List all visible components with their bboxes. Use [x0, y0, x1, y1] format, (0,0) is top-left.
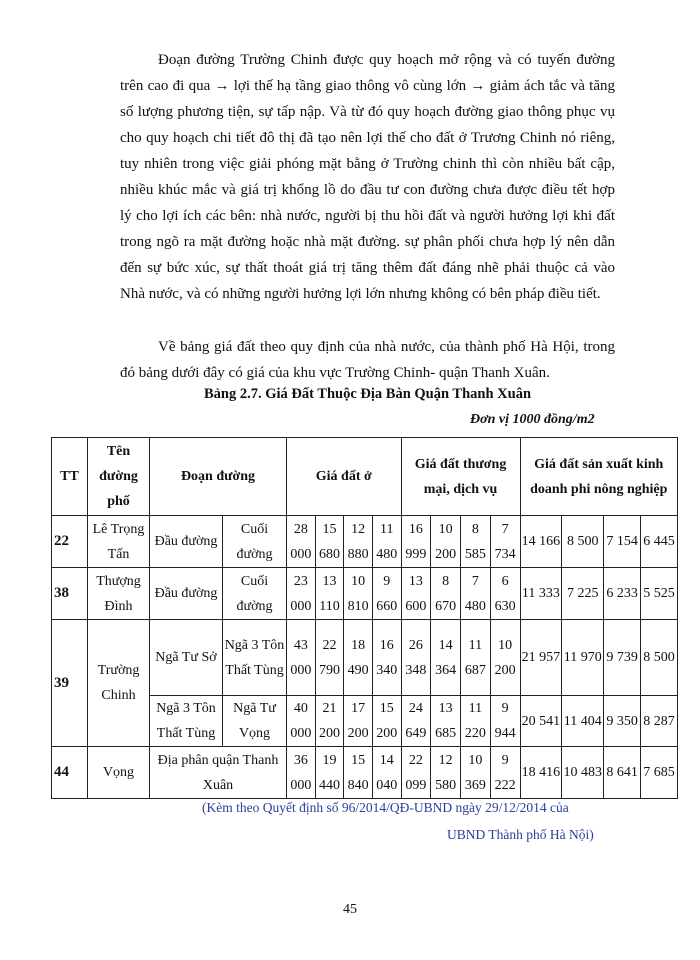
cell-street: Thượng Đình — [88, 568, 150, 620]
cell-price-commercial: 10 200 — [431, 516, 461, 568]
cell-street: Vọng — [88, 747, 150, 799]
cell-street: Trường Chinh — [88, 620, 150, 747]
cell-price-residential: 21 200 — [315, 696, 344, 747]
paragraph-line: lý cho lợi ích các bên: nhà nước, người bị thu hồi đất và người hưởng lợi khi đất — [120, 208, 615, 224]
cell-price-residential: 15 200 — [372, 696, 401, 747]
cell-price-residential: 15 840 — [344, 747, 373, 799]
cell-price-production: 11 333 — [520, 568, 562, 620]
cell-price-residential: 43 000 — [287, 620, 316, 696]
cell-segment: Địa phân quận Thanh Xuân — [150, 747, 287, 799]
cell-price-residential: 19 440 — [315, 747, 344, 799]
cell-price-residential: 23 000 — [287, 568, 316, 620]
cell-price-commercial: 9 944 — [490, 696, 520, 747]
cell-price-residential: 14 040 — [372, 747, 401, 799]
cell-tt: 38 — [52, 568, 88, 620]
cell-price-production: 6 445 — [641, 516, 678, 568]
table-row — [52, 568, 678, 620]
cell-price-commercial: 10 200 — [490, 620, 520, 696]
page-number: 45 — [343, 902, 357, 917]
cell-price-production: 11 404 — [562, 696, 604, 747]
cell-segment-from: Ngã Tư Sở — [150, 620, 223, 696]
table-row — [52, 516, 678, 568]
table-caption: Bảng 2.7. Giá Đất Thuộc Địa Bàn Quận Thanh Xuân — [203, 386, 532, 402]
cell-tt: 22 — [52, 516, 88, 568]
cell-segment-to: Cuối đường — [223, 568, 287, 620]
paragraph-line: số lượng phương tiện, sự tấp nập. Và từ đó quy hoạch đường giao thông phục vụ — [120, 104, 615, 120]
cell-price-production: 8 500 — [562, 516, 604, 568]
cell-price-residential: 16 340 — [372, 620, 401, 696]
header-residential: Giá đất ở — [287, 438, 402, 516]
paragraph-line: đến sự bức xúc, sự thất thoát giá trị tăng thêm đất đáng nhẽ phải thuộc cả vào — [120, 260, 615, 276]
cell-price-production: 6 233 — [604, 568, 641, 620]
cell-price-residential: 28 000 — [287, 516, 316, 568]
cell-price-residential: 40 000 — [287, 696, 316, 747]
cell-price-production: 9 739 — [604, 620, 641, 696]
cell-price-commercial: 6 630 — [490, 568, 520, 620]
cell-price-commercial: 13 685 — [431, 696, 461, 747]
cell-price-residential: 13 110 — [315, 568, 344, 620]
header-street: Tên đường phố — [88, 438, 150, 516]
body-paragraph-2 — [120, 334, 615, 386]
paragraph-line: tuy nhiên trong việc giải phóng mặt bằng ở Trường chinh thì còn nhiều bất cập, — [120, 156, 615, 172]
paragraph-line: Nhà nước, và có những người hưởng lợi lớn nhưng không có bên pháp điều tiết. — [120, 286, 601, 302]
cell-price-commercial: 10 369 — [461, 747, 491, 799]
cell-segment-to: Cuối đường — [223, 516, 287, 568]
cell-price-production: 10 483 — [562, 747, 604, 799]
cell-price-production: 9 350 — [604, 696, 641, 747]
cell-price-commercial: 8 670 — [431, 568, 461, 620]
cell-price-residential: 36 000 — [287, 747, 316, 799]
cell-price-residential: 22 790 — [315, 620, 344, 696]
cell-price-commercial: 12 580 — [431, 747, 461, 799]
table-row — [52, 620, 678, 696]
cell-price-residential: 11 480 — [372, 516, 401, 568]
land-price-table — [51, 437, 678, 799]
cell-price-commercial: 22 099 — [401, 747, 431, 799]
cell-price-production: 18 416 — [520, 747, 562, 799]
paragraph-line: Về bảng giá đất theo quy định của nhà nước, của thành phố Hà Hội, trong — [158, 339, 615, 355]
cell-segment-to: Ngã 3 Tôn Thất Tùng — [223, 620, 287, 696]
cell-segment-from: Ngã 3 Tôn Thất Tùng — [150, 696, 223, 747]
header-segment: Đoạn đường — [150, 438, 287, 516]
cell-tt: 39 — [52, 620, 88, 747]
table-row — [52, 747, 678, 799]
cell-price-residential: 15 680 — [315, 516, 344, 568]
cell-price-production: 21 957 — [520, 620, 562, 696]
cell-price-production: 20 541 — [520, 696, 562, 747]
cell-price-production: 7 225 — [562, 568, 604, 620]
cell-segment-from: Đầu đường — [150, 568, 223, 620]
paragraph-line: trên cao đi qua → lợi thế hạ tầng giao thông vô cùng lớn → giảm ách tắc và tăng — [120, 78, 615, 94]
cell-price-production: 14 166 — [520, 516, 562, 568]
cell-price-production: 5 525 — [641, 568, 678, 620]
cell-price-production: 8 287 — [641, 696, 678, 747]
cell-price-residential: 12 880 — [344, 516, 373, 568]
paragraph-line: đó bảng dưới đây có giá của khu vực Trường Chinh- quận Thanh Xuân. — [120, 365, 550, 381]
cell-street: Lê Trọng Tấn — [88, 516, 150, 568]
source-note-line1: (Kèm theo Quyết định số 96/2014/QĐ-UBND ngày 29/12/2014 của — [202, 800, 569, 815]
header-production: Giá đất sản xuất kinh doanh phi nông nghiệp — [520, 438, 678, 516]
cell-price-production: 8 641 — [604, 747, 641, 799]
cell-price-production: 7 685 — [641, 747, 678, 799]
cell-price-commercial: 14 364 — [431, 620, 461, 696]
paragraph-line: cho quy hoạch chi tiết đô thị đã tạo nên lợi thế cho đất ở Trương Chinh nó riêng, — [120, 130, 615, 146]
cell-price-commercial: 16 999 — [401, 516, 431, 568]
cell-price-production: 7 154 — [604, 516, 641, 568]
paragraph-line: nhiều khúc mắc và giá trị khổng lồ do đầu tư con đường chưa được điều tết hợp — [120, 182, 615, 198]
table-unit: Đơn vị 1000 đồng/m2 — [470, 412, 595, 427]
cell-price-residential: 17 200 — [344, 696, 373, 747]
cell-price-commercial: 9 222 — [490, 747, 520, 799]
body-paragraph-1 — [120, 47, 615, 307]
cell-price-production: 11 970 — [562, 620, 604, 696]
cell-price-commercial: 7 480 — [461, 568, 491, 620]
cell-price-residential: 10 810 — [344, 568, 373, 620]
source-note-line2: UBND Thành phố Hà Nội) — [447, 827, 594, 842]
cell-price-commercial: 24 649 — [401, 696, 431, 747]
cell-tt: 44 — [52, 747, 88, 799]
cell-price-residential: 9 660 — [372, 568, 401, 620]
paragraph-line: trong ngõ ra mặt đường hoặc nhà mặt đường. sự phân phối chưa hợp lý nên dẫn — [120, 234, 615, 250]
cell-price-production: 8 500 — [641, 620, 678, 696]
cell-price-commercial: 13 600 — [401, 568, 431, 620]
cell-price-commercial: 11 220 — [461, 696, 491, 747]
header-commercial: Giá đất thương mại, dịch vụ — [401, 438, 520, 516]
cell-segment-to: Ngã Tư Vọng — [223, 696, 287, 747]
cell-price-commercial: 26 348 — [401, 620, 431, 696]
cell-price-commercial: 7 734 — [490, 516, 520, 568]
cell-segment-from: Đầu đường — [150, 516, 223, 568]
paragraph-line: Đoạn đường Trường Chinh được quy hoạch mở rộng và có tuyến đường — [158, 52, 615, 68]
header-tt: TT — [52, 438, 88, 516]
cell-price-residential: 18 490 — [344, 620, 373, 696]
cell-price-commercial: 11 687 — [461, 620, 491, 696]
cell-price-commercial: 8 585 — [461, 516, 491, 568]
